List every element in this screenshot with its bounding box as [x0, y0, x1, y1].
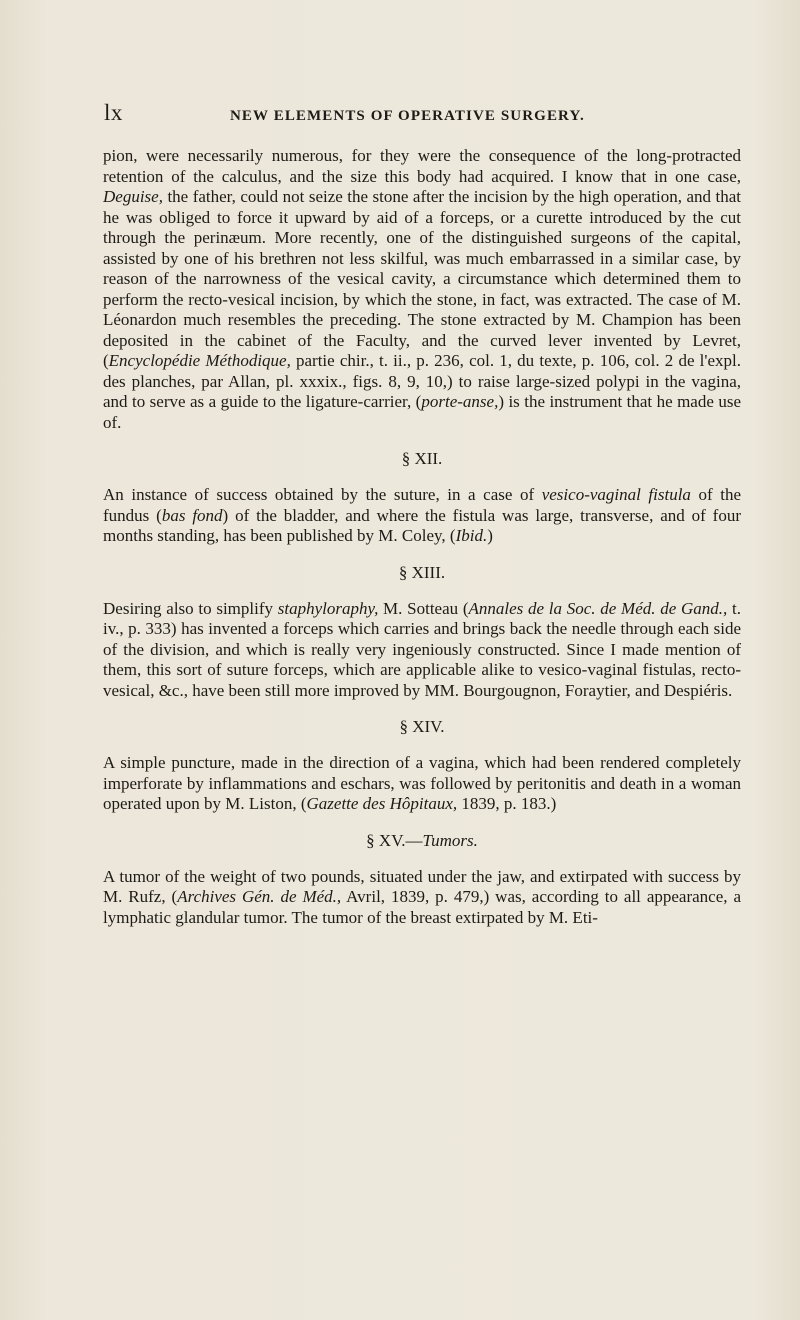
p3-text-1: Desiring also to simplify [103, 598, 278, 618]
paragraph-4 [103, 753, 741, 815]
p5-text-2: Avril, 1839, p. 479,) was, according to all appearance, a lymphatic glandular tumor. The tumor of the breast extirpated by M. Eti- [103, 887, 742, 927]
paragraph-5 [103, 867, 741, 929]
p5-text-1: A tumor of the weight of two pounds, situated under the jaw, and extirpated with success by M. Rufz, ( [103, 866, 741, 906]
p1-italic-2: Encyclopédie Méthodique, [108, 351, 291, 370]
p1-text-4: ) is the instrument that he made use of. [103, 392, 742, 432]
paragraph-1 [103, 146, 741, 433]
running-head: NEW ELEMENTS OF OPERATIVE SURGERY. [230, 108, 585, 124]
p3-italic-2: Annales de la Soc. de Méd. de Gand., [468, 598, 728, 618]
section-heading-15 [103, 831, 741, 851]
p1-text-3: partie chir., t. ii., p. 236, col. 1, du texte, p. 106, col. 2 de l'expl. des planches, par Allan, pl. xxxix., figs. 8, 9, 10,) to raise large-sized polypi in the vagina, and to serve as a guide to the ligature-carrier, ( [103, 351, 741, 411]
p3-text-2: M. Sotteau ( [378, 598, 469, 618]
section-15-number: § XV.— [366, 830, 423, 850]
p4-text-1: A simple puncture, made in the direction of a vagina, which had been rendered completely imperforate by inflammations and eschars, was followed by peritonitis and death in a woman operated upon by M. Liston, ( [103, 753, 741, 813]
page-number: lx [104, 100, 123, 125]
p1-italic-3: porte-anse, [421, 392, 499, 411]
paragraph-2 [103, 485, 741, 547]
p2-text-3: ) of the bladder, and where the fistula was large, transverse, and of four months standing, has been published by M. Coley, ( [103, 505, 741, 545]
p1-italic-1: Deguise, [103, 187, 163, 206]
p1-text-2: the father, could not seize the stone after the incision by the high operation, and that he was obliged to force it upward by aid of a forceps, or a curette introduced by the cut through the perinæum. More recently, one of the distinguished surgeons of the capital, assisted by one of his brethren not less skilful, was much embarrassed in a similar case, by reason of the narrowness of the vesical cavity, a circumstance which determined them to perform the recto-vesical incision, by which the stone, in fact, was extracted. The case of M. Léonardon much resembles the preceding. The stone extracted by M. Champion has been deposited in the cabinet of the Faculty, and the curved lever invented by Levret, ( [103, 187, 741, 370]
p2-text-4: ) [487, 526, 493, 545]
p2-italic-2: bas fond [161, 505, 223, 525]
p1-text-1: pion, were necessarily numerous, for they were the consequence of the long-protracted retention of the calculus, and the size this body had acquired. I know that in one case, [103, 146, 741, 186]
p3-italic-1: staphyloraphy, [277, 598, 379, 618]
p3-text-3: t. iv., p. 333) has invented a forceps which carries and brings back the needle through each side of the division, and which is really very ingeniously constructed. Since I made mention of them, this sort of suture forceps, which are applicable alike to vesico-vaginal fistulas, recto-vesical, &c., have been still more improved by MM. Bourgougnon, Foraytier, and Despiéris. [103, 598, 741, 700]
section-heading-14: § XIV. [399, 717, 445, 736]
p2-text-2: of the fundus ( [103, 485, 742, 525]
section-heading-13: § XIII. [398, 562, 446, 582]
paragraph-3 [103, 599, 741, 702]
p2-italic-3: Ibid. [455, 526, 488, 545]
p2-italic-1: vesico-vaginal fistula [541, 485, 691, 504]
p4-text-2: 1839, p. 183.) [457, 794, 557, 813]
p2-text-1: An instance of success obtained by the suture, in a case of [103, 485, 542, 504]
p5-italic-1: Archives Gén. de Méd., [177, 887, 342, 906]
body-text [103, 146, 741, 928]
page-header [104, 100, 744, 130]
section-heading-12: § XII. [401, 449, 443, 468]
section-15-title: Tumors. [422, 830, 478, 850]
p4-italic-1: Gazette des Hôpitaux, [306, 794, 458, 813]
